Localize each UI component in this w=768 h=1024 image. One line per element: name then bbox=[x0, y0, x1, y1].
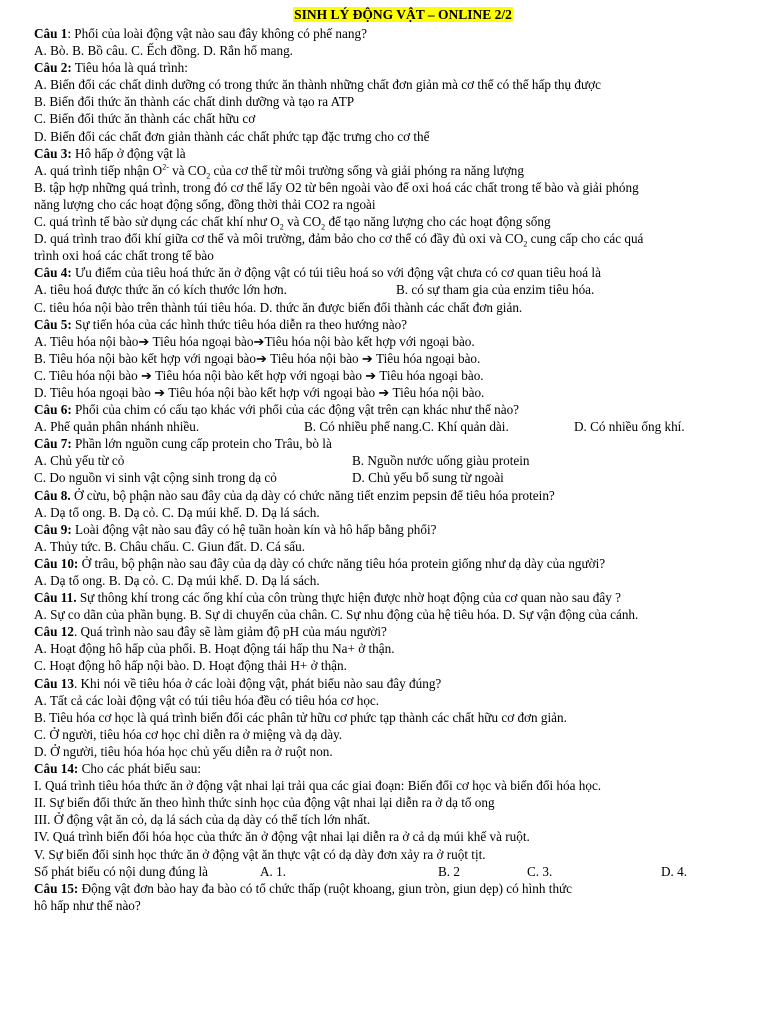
q11-options: A. Sự co dãn của phần bụng. B. Sự di chuyển của chân. C. Sự nhu động của hệ tiêu hóa. D. Sự vận động của cánh. bbox=[34, 607, 639, 623]
question-7: Câu 7: Phần lớn nguồn cung cấp protein cho Trâu, bò là bbox=[34, 436, 332, 452]
q14-statement-i: I. Quá trình tiêu hóa thức ăn ở động vật nhai lại trải qua các giai đoạn: Biến đổi cơ học và biến đổi hóa học. bbox=[34, 778, 602, 794]
q12-options-ab: A. Hoạt động hô hấp của phổi. B. Hoạt động tái hấp thu Na+ ở thận. bbox=[34, 641, 395, 657]
q3-option-d: D. quá trình trao đổi khí giữa cơ thể và môi trường, đảm bảo cho cơ thể có đầy đủ oxi và $CO_2$ cung cấp cho các quá bbox=[34, 231, 644, 248]
q9-options: A. Thủy tức. B. Châu chấu. C. Giun đất. D. Cá sấu. bbox=[34, 538, 305, 554]
q14-statement-iv: IV. Quá trình biến đổi hóa học của thức ăn ở động vật nhai lại diễn ra ở cả dạ múi khế và ruột. bbox=[34, 829, 530, 845]
q7-options-ab bbox=[34, 452, 768, 469]
q15-text-cont: hô hấp như thế nào? bbox=[34, 897, 141, 913]
question-3: Câu 3: Hô hấp ở động vật là bbox=[34, 145, 186, 161]
q8-options: A. Dạ tổ ong. B. Dạ cỏ. C. Dạ múi khế. D. Dạ lá sách. bbox=[34, 504, 320, 520]
q7-option-a: A. Chủ yếu từ cỏ bbox=[34, 453, 125, 469]
q4-options-cd: C. tiêu hóa nội bào trên thành túi tiêu hóa. D. thức ăn được biến đổi thành các chất đơn giản. bbox=[34, 299, 523, 315]
q6-option-bc: B. Có nhiều phế nang.C. Khí quản dài. bbox=[304, 419, 509, 435]
q3-option-c: C. quá trình tế bào sử dụng các chất khí như $O_2$ và $CO_2$ để tạo năng lượng cho các hoạt động sống bbox=[34, 214, 551, 231]
q14-options bbox=[34, 863, 768, 880]
question-6: Câu 6: Phổi của chim có cấu tạo khác với phổi của các động vật trên cạn khác như thế nào? bbox=[34, 402, 520, 418]
question-10: Câu 10: Ở trâu, bộ phận nào sau đây của dạ dày có chức năng tiêu hóa protein giống như dạ dày của người? bbox=[34, 555, 606, 571]
q5-option-d: D. Tiêu hóa ngoại bào ➔ Tiêu hóa nội bào kết hợp với ngoại bào ➔ Tiêu hóa nội bào. bbox=[34, 384, 485, 400]
q13-option-b: B. Tiêu hóa cơ học là quá trình biến đổi các phân tử hữu cơ phức tạp thành các chất hữu cơ đơn giản. bbox=[34, 709, 567, 725]
question-12: Câu 12. Quá trình nào sau đây sẽ làm giảm độ pH của máu người? bbox=[34, 624, 387, 640]
q14-option-c: C. 3. bbox=[527, 863, 553, 879]
q4-options-ab bbox=[34, 281, 768, 298]
q6-options bbox=[34, 418, 768, 435]
q2-option-c: C. Biến đổi thức ăn thành các chất hữu cơ bbox=[34, 111, 256, 127]
q7-options-cd bbox=[34, 469, 768, 486]
q3-option-d-cont: trình oxi hoá các chất trong tế bào bbox=[34, 248, 214, 264]
q2-option-d: D. Biến đổi các chất đơn giản thành các chất phức tạp đặc trưng cho cơ thể bbox=[34, 128, 430, 144]
question-14: Câu 14: Cho các phát biểu sau: bbox=[34, 761, 202, 777]
page-title: SINH LÝ ĐỘNG VẬT – ONLINE 2/2 bbox=[294, 7, 512, 22]
q3-option-b-cont: năng lượng cho các hoạt động sống, đồng thời thải CO2 ra ngoài bbox=[34, 196, 376, 212]
q4-option-a: A. tiêu hoá được thức ăn có kích thước lớn hơn. bbox=[34, 282, 287, 298]
q6-option-d: D. Có nhiều ống khí. bbox=[574, 419, 685, 435]
q14-option-a: A. 1. bbox=[260, 863, 287, 879]
q10-options: A. Dạ tổ ong. B. Dạ cỏ. C. Dạ múi khế. D. Dạ lá sách. bbox=[34, 573, 320, 588]
question-9: Câu 9: Loài động vật nào sau đây có hệ tuần hoàn kín và hô hấp bằng phổi? bbox=[34, 521, 437, 537]
q12-options-cd: C. Hoạt động hô hấp nội bào. D. Hoạt động thải H+ ở thận. bbox=[34, 658, 347, 674]
q6-option-a: A. Phế quản phân nhánh nhiều. bbox=[34, 419, 200, 435]
question-2: Câu 2: Tiêu hóa là quá trình: bbox=[34, 60, 188, 76]
q2-option-b: B. Biến đổi thức ăn thành các chất dinh dưỡng và tạo ra ATP bbox=[34, 94, 355, 110]
q1-options: A. Bò. B. Bồ câu. C. Ếch đồng. D. Rắn hổ mang. bbox=[34, 43, 293, 59]
q7-option-b: B. Nguồn nước uống giàu protein bbox=[352, 453, 530, 469]
q14-statement-iii: III. Ở động vật ăn cỏ, dạ lá sách của dạ dày có thể tích lớn nhất. bbox=[34, 812, 371, 828]
q14-option-d: D. 4. bbox=[661, 863, 688, 879]
document-page bbox=[34, 0, 768, 914]
q14-statement-ii: II. Sự biến đổi thức ăn theo hình thức sinh học của động vật nhai lại diễn ra ở dạ tổ ong bbox=[34, 795, 495, 811]
question-5: Câu 5: Sự tiến hóa của các hình thức tiêu hóa diễn ra theo hướng nào? bbox=[34, 316, 408, 332]
q13-option-a: A. Tất cả các loài động vật có túi tiêu hóa đều có tiêu hóa cơ học. bbox=[34, 692, 380, 708]
q14-option-b: B. 2 bbox=[438, 863, 460, 879]
q13-option-c: C. Ở người, tiêu hóa cơ học chỉ diễn ra ở miệng và dạ dày. bbox=[34, 726, 343, 742]
q13-option-d: D. Ở người, tiêu hóa hóa học chủ yếu diễn ra ở ruột non. bbox=[34, 743, 333, 759]
question-1: Câu 1: Phổi của loài động vật nào sau đây không có phế nang? bbox=[34, 26, 367, 41]
question-4: Câu 4: Ưu điểm của tiêu hoá thức ăn ở động vật có túi tiêu hoá so với động vật chưa có cơ quan tiêu hoá là bbox=[34, 265, 601, 281]
q4-option-b: B. có sự tham gia của enzim tiêu hóa. bbox=[396, 282, 595, 298]
q3-option-a: A. quá trình tiếp nhận $O^{2-}$ và $CO_2$ của cơ thể từ môi trường sống và giải phóng ra năng lượng bbox=[34, 162, 524, 179]
question-8: Câu 8. Ở cừu, bộ phận nào sau đây của dạ dày có chức năng tiết enzim pepsin để tiêu hóa protein? bbox=[34, 487, 555, 503]
q5-option-b: B. Tiêu hóa nội bào kết hợp với ngoại bào➔ Tiêu hóa nội bào ➔ Tiêu hóa ngoại bào. bbox=[34, 350, 481, 366]
q7-option-d: D. Chủ yếu bổ sung từ ngoài bbox=[352, 470, 504, 486]
q14-count-text: Số phát biểu có nội dung đúng là bbox=[34, 863, 208, 879]
question-15: Câu 15: Động vật đơn bào hay đa bào có tổ chức thấp (ruột khoang, giun tròn, giun dẹp) có hình thức bbox=[34, 880, 573, 896]
q14-statement-v: V. Sự biến đổi sinh học thức ăn ở động vật ăn thực vật có dạ dày đơn xảy ra ở ruột tịt. bbox=[34, 846, 486, 862]
question-13: Câu 13. Khi nói về tiêu hóa ở các loài động vật, phát biểu nào sau đây đúng? bbox=[34, 675, 442, 691]
q5-option-c: C. Tiêu hóa nội bào ➔ Tiêu hóa nội bào kết hợp với ngoại bào ➔ Tiêu hóa ngoại bào. bbox=[34, 367, 484, 383]
q2-option-a: A. Biến đổi các chất dinh dưỡng có trong thức ăn thành những chất đơn giản mà cơ thể có thể hấp thụ được bbox=[34, 77, 601, 93]
q5-option-a: A. Tiêu hóa nội bào➔ Tiêu hóa ngoại bào➔Tiêu hóa nội bào kết hợp với ngoại bào. bbox=[34, 333, 475, 349]
question-11: Câu 11. Sự thông khí trong các ống khí của côn trùng thực hiện được nhờ hoạt động của cơ quan nào sau đây ? bbox=[34, 590, 621, 606]
q7-option-c: C. Do nguồn vi sinh vật cộng sinh trong dạ cỏ bbox=[34, 470, 277, 486]
q3-option-b: B. tập hợp những quá trình, trong đó cơ thể lấy O2 từ bên ngoài vào để oxi hoá các chất trong tế bào và giải phóng bbox=[34, 179, 639, 195]
